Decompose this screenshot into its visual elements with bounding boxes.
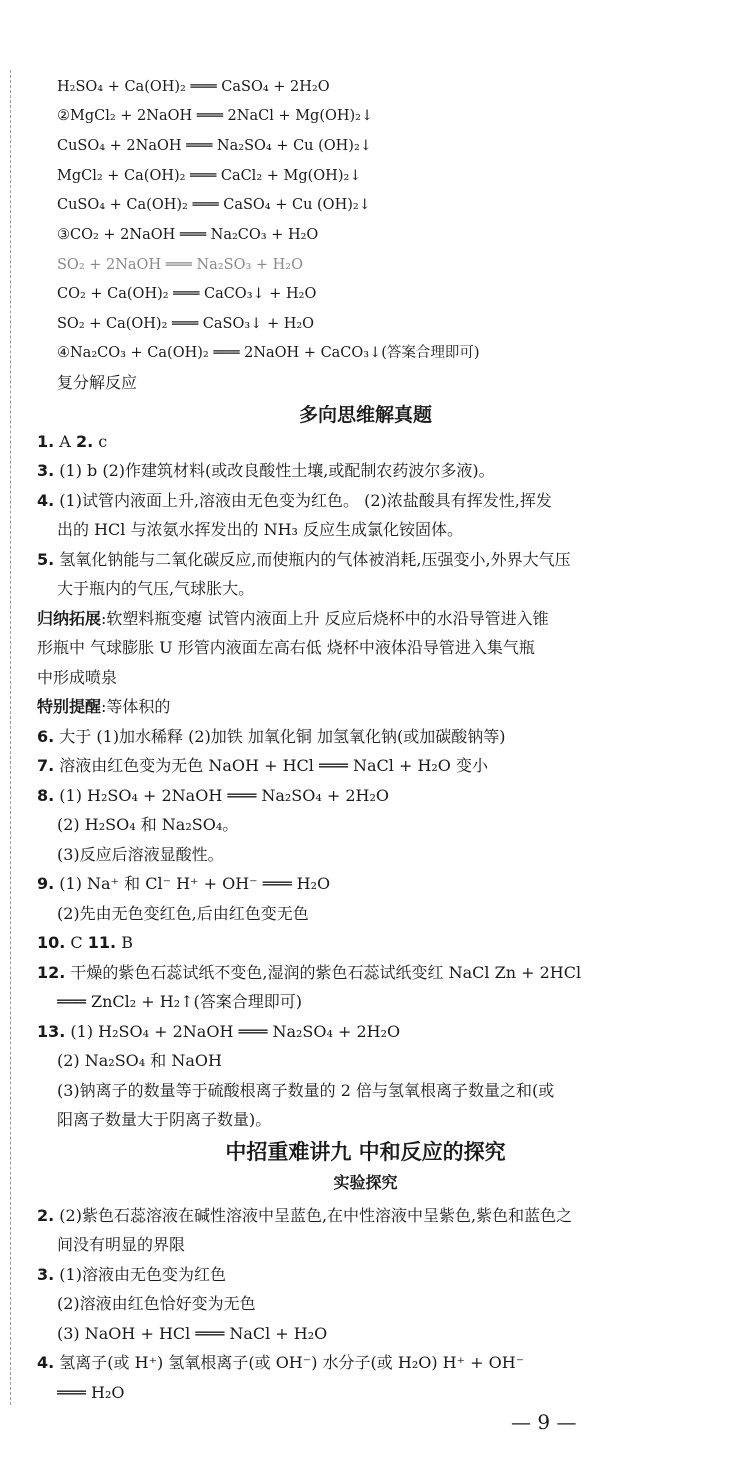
answer-9-2: (2)先由无色变红色,后由红色变无色	[57, 904, 309, 923]
note-text: :等体积的	[101, 697, 171, 716]
answer-text: 大于 (1)加水稀释 (2)加铁 加氧化铜 加氢氧化钠(或加碳酸钠等)	[54, 727, 506, 746]
answer-4	[37, 490, 552, 512]
equation-line: SO₂ + Ca(OH)₂ ═══ CaSO₃↓ + H₂O	[57, 316, 315, 332]
question-number: 6.	[37, 727, 55, 746]
question-number: 2.	[75, 432, 94, 451]
guina-tuozhan	[37, 608, 549, 630]
question-number: 12.	[37, 963, 66, 982]
guina-cont: 中形成喷泉	[37, 668, 118, 687]
answer-text: 干燥的紫色石蕊试纸不变色,湿润的紫色石蕊试纸变红 NaCl Zn + 2HCl	[65, 963, 582, 982]
answer-text: (1) H₂SO₄ + 2NaOH ═══ Na₂SO₄ + 2H₂O	[54, 786, 390, 805]
answer-text: C	[65, 933, 88, 952]
answer-4	[37, 1352, 524, 1374]
equation-line: CO₂ + Ca(OH)₂ ═══ CaCO₃↓ + H₂O	[57, 286, 317, 302]
answer-3-3: (3) NaOH + HCl ═══ NaCl + H₂O	[57, 1324, 328, 1343]
equation-line: ②MgCl₂ + 2NaOH ═══ 2NaCl + Mg(OH)₂↓	[57, 108, 374, 124]
question-number: 3.	[37, 461, 55, 480]
equation-line: CuSO₄ + Ca(OH)₂ ═══ CaSO₄ + Cu (OH)₂↓	[57, 197, 371, 213]
answer-text: A	[54, 432, 76, 451]
answer-text: 溶液由红色变为无色 NaOH + HCl ═══ NaCl + H₂O 变小	[54, 756, 489, 775]
equation-line: CuSO₄ + 2NaOH ═══ Na₂SO₄ + Cu (OH)₂↓	[57, 138, 372, 154]
answer-text: B	[116, 933, 133, 952]
reaction-type: 复分解反应	[57, 373, 138, 392]
note-label: 归纳拓展	[37, 609, 102, 628]
question-number: 4.	[37, 491, 55, 510]
note-text: :软塑料瓶变瘪 试管内液面上升 反应后烧杯中的水沿导管进入锥	[101, 609, 549, 628]
equation-line: ③CO₂ + 2NaOH ═══ Na₂CO₃ + H₂O	[57, 227, 319, 243]
answer-12-cont: ═══ ZnCl₂ + H₂↑(答案合理即可)	[57, 992, 303, 1011]
question-number: 5.	[37, 550, 55, 569]
page-number: — 9 —	[511, 1410, 577, 1434]
answer-13-3-cont: 阳离子数量大于阴离子数量)。	[57, 1110, 272, 1129]
question-number: 9.	[37, 874, 55, 893]
answer-3	[37, 1264, 226, 1286]
answer-13-2: (2) Na₂SO₄ 和 NaOH	[57, 1051, 222, 1070]
answer-9	[37, 873, 330, 895]
equation-line: SO₂ + 2NaOH ═══ Na₂SO₃ + H₂O	[57, 257, 303, 273]
answer-3	[37, 460, 495, 482]
chapter-heading: 中招重难讲九 中和反应的探究	[225, 1140, 506, 1164]
answer-10-11	[37, 932, 133, 954]
answer-13-3: (3)钠离子的数量等于硫酸根离子数量的 2 倍与氢氧根离子数量之和(或	[57, 1081, 555, 1100]
answer-8	[37, 785, 389, 807]
answer-text: c	[93, 432, 108, 451]
answer-1-2	[37, 431, 107, 453]
answer-8-2: (2) H₂SO₄ 和 Na₂SO₄。	[57, 815, 239, 834]
question-number: 11.	[87, 933, 117, 952]
section-subheading: 实验探究	[333, 1173, 398, 1192]
answer-text: (1)溶液由无色变为红色	[54, 1265, 226, 1284]
answer-12	[37, 962, 581, 984]
answer-text: (1) H₂SO₄ + 2NaOH ═══ Na₂SO₄ + 2H₂O	[65, 1022, 401, 1041]
answer-5-cont: 大于瓶内的气压,气球胀大。	[57, 579, 255, 598]
equation-line: H₂SO₄ + Ca(OH)₂ ═══ CaSO₄ + 2H₂O	[57, 79, 330, 95]
answer-4-cont: ═══ H₂O	[57, 1383, 125, 1402]
answer-2-cont: 间没有明显的界限	[57, 1235, 186, 1254]
question-number: 2.	[37, 1206, 55, 1225]
binding-line	[10, 70, 11, 1405]
question-number: 7.	[37, 756, 55, 775]
answer-3-2: (2)溶液由红色恰好变为无色	[57, 1294, 256, 1313]
answer-text: (1) Na⁺ 和 Cl⁻ H⁺ + OH⁻ ═══ H₂O	[54, 874, 331, 893]
section-heading: 多向思维解真题	[298, 404, 432, 426]
question-number: 4.	[37, 1353, 55, 1372]
answer-text: (1)试管内液面上升,溶液由无色变为红色。 (2)浓盐酸具有挥发性,挥发	[54, 491, 552, 510]
tebie-tixing	[37, 696, 170, 718]
answer-6	[37, 726, 505, 748]
answer-text: (1) b (2)作建筑材料(或改良酸性土壤,或配制农药波尔多液)。	[54, 461, 495, 480]
question-number: 8.	[37, 786, 55, 805]
question-number: 13.	[37, 1022, 66, 1041]
note-label: 特别提醒	[37, 697, 102, 716]
equation-line: ④Na₂CO₃ + Ca(OH)₂ ═══ 2NaOH + CaCO₃↓(答案合理即可)	[57, 345, 480, 361]
answer-5	[37, 549, 571, 571]
question-number: 3.	[37, 1265, 55, 1284]
question-number: 1.	[37, 432, 55, 451]
answer-text: 氢离子(或 H⁺) 氢氧根离子(或 OH⁻) 水分子(或 H₂O) H⁺ + OH⁻	[54, 1353, 525, 1372]
answer-text: 氢氧化钠能与二氧化碳反应,而使瓶内的气体被消耗,压强变小,外界大气压	[54, 550, 571, 569]
answer-text: (2)紫色石蕊溶液在碱性溶液中呈蓝色,在中性溶液中呈紫色,紫色和蓝色之	[54, 1206, 573, 1225]
guina-cont: 形瓶中 气球膨胀 U 形管内液面左高右低 烧杯中液体沿导管进入集气瓶	[37, 638, 535, 657]
answer-2	[37, 1205, 572, 1227]
answer-7	[37, 755, 488, 777]
equation-line: MgCl₂ + Ca(OH)₂ ═══ CaCl₂ + Mg(OH)₂↓	[57, 168, 362, 184]
answer-4-cont: 出的 HCl 与浓氨水挥发出的 NH₃ 反应生成氯化铵固体。	[57, 520, 464, 539]
answer-8-3: (3)反应后溶液显酸性。	[57, 845, 224, 864]
answer-13	[37, 1021, 400, 1043]
question-number: 10.	[37, 933, 66, 952]
